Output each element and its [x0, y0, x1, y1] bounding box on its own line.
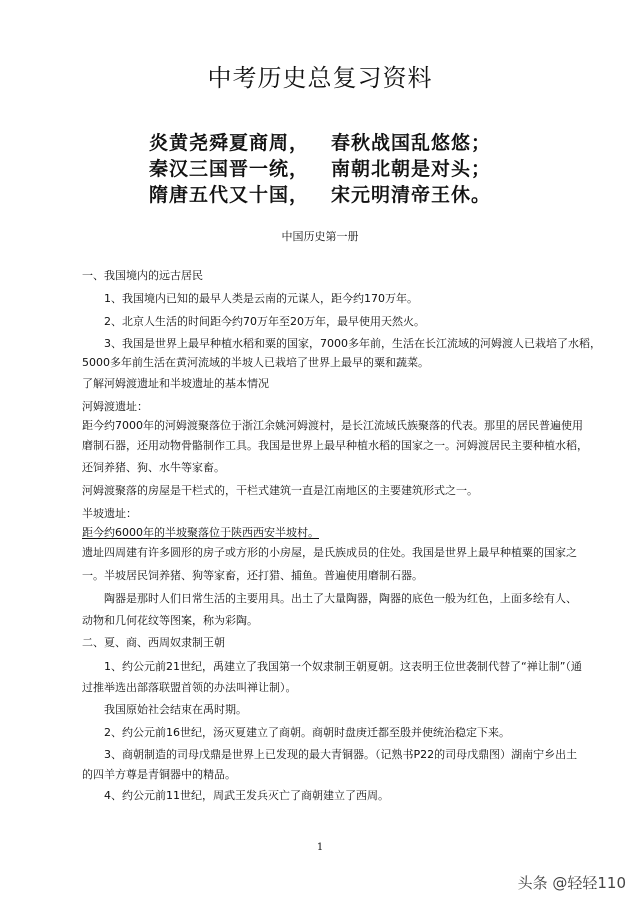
text-line: 陶器是那时人们日常生活的主要用具。出土了大量陶器，陶器的底色一般为红色，上面多绘有人、: [104, 592, 577, 605]
text-line: 1、我国境内已知的最早人类是云南的元谋人，距今约170万年。: [104, 292, 418, 305]
page-number: 1: [316, 842, 324, 853]
text-line: 3、商朝制造的司母戊鼎是世界上已发现的最大青铜器。（记熟书P22的司母戊鼎图）湖南宁乡出土: [104, 748, 578, 761]
document-title: 中考历史总复习资料: [207, 64, 433, 92]
text-line: 半坡遗址：: [82, 507, 137, 520]
section-heading-2: 二、夏、商、西周奴隶制王朝: [82, 636, 225, 649]
poem-line-2-b: 南朝北朝是对头；: [331, 158, 492, 180]
poem-line-1-b: 春秋战国乱悠悠；: [331, 132, 492, 154]
poem-line-3-b: 宋元明清帝王休。: [331, 184, 492, 206]
text-line: 一。半坡居民饲养猪、狗等家畜，还打猎、捕鱼。普遍使用磨制石器。: [82, 569, 423, 582]
poem-line-2-a: 秦汉三国晋一统，: [148, 158, 309, 180]
text-line: 我国原始社会结束在禹时期。: [104, 703, 247, 716]
text-line: 2、北京人生活的时间距今约70万年至20万年，最早使用天然火。: [104, 315, 425, 328]
text-line: 的四羊方尊是青铜器中的精品。: [82, 768, 236, 781]
text-line: 距今约7000年的河姆渡聚落位于浙江余姚河姆渡村，是长江流域氏族聚落的代表。那里的居民普遍使用: [82, 419, 583, 432]
text-line: 5000多年前生活在黄河流域的半坡人已栽培了世界上最早的粟和蔬菜。: [82, 356, 429, 369]
poem-line-2: [0, 154, 640, 181]
poem-line-3-a: 隋唐五代又十国，: [148, 184, 309, 206]
section-heading-1: 一、我国境内的远古居民: [82, 269, 203, 282]
poem-line-3: [0, 180, 640, 207]
text-line: 了解河姆渡遗址和半坡遗址的基本情况: [82, 377, 269, 390]
text-line: 过推举选出部落联盟首领的办法叫禅让制）。: [82, 681, 297, 694]
volume-subtitle: 中国历史第一册: [281, 230, 359, 243]
text-line: 3、我国是世界上最早种植水稻和粟的国家，7000多年前，生活在长江流域的河姆渡人已栽培了水稻，: [104, 337, 601, 350]
text-line: 4、约公元前11世纪，周武王发兵灭亡了商朝建立了西周。: [104, 789, 389, 802]
text-line: 河姆渡聚落的房屋是干栏式的，干栏式建筑一直是江南地区的主要建筑形式之一。: [82, 484, 478, 497]
watermark: 头条 @轻轻110: [517, 874, 626, 892]
text-line: 遗址四周建有许多圆形的房子或方形的小房屋，是氏族成员的住处。我国是世界上最早种植粟的国家之: [82, 546, 577, 559]
poem-line-1-a: 炎黄尧舜夏商周，: [148, 132, 309, 154]
text-line: 磨制石器，还用动物骨骼制作工具。我国是世界上最早种植水稻的国家之一。河姆渡居民主要种植水稻，: [82, 439, 588, 452]
text-line: 1、约公元前21世纪，禹建立了我国第一个奴隶制王朝夏朝。这表明王位世袭制代替了“禅让制”（通: [104, 660, 582, 673]
text-line: 动物和几何花纹等图案，称为彩陶。: [82, 614, 258, 627]
text-line: 距今约6000年的半坡聚落位于陕西西安半坡村。: [82, 526, 319, 539]
poem-line-1: [0, 128, 640, 155]
text-line: 2、约公元前16世纪，汤灭夏建立了商朝。商朝时盘庚迁都至殷并使统治稳定下来。: [104, 726, 510, 739]
text-line: 河姆渡遗址：: [82, 400, 148, 413]
text-line: 还饲养猪、狗、水牛等家畜。: [82, 461, 225, 474]
